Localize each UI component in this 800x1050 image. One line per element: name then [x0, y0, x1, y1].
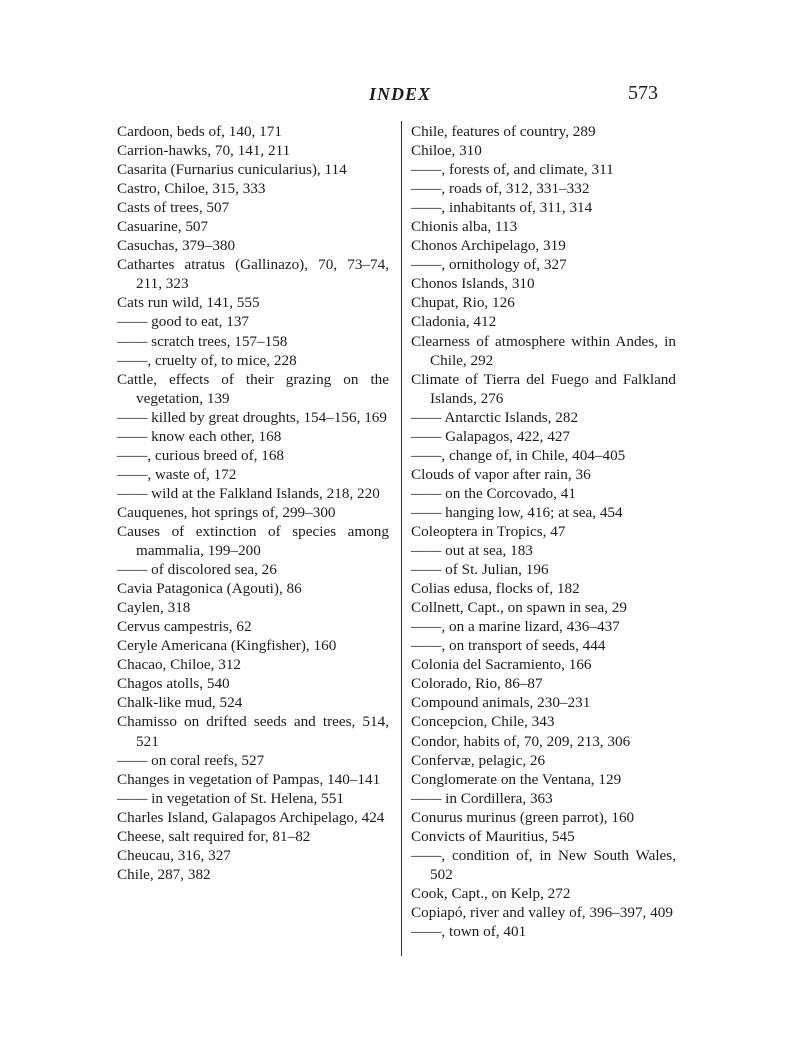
index-entry: Ceryle Americana (Kingfisher), 160: [117, 637, 337, 655]
index-entry: ——, cruelty of, to mice, 228: [117, 351, 297, 369]
index-entry: —— in Cordillera, 363: [411, 789, 553, 807]
index-entry: —— on the Corcovado, 41: [411, 484, 576, 502]
index-entry: Clouds of vapor after rain, 36: [411, 465, 591, 483]
index-entry: —— out at sea, 183: [411, 542, 533, 560]
index-entry: —— scratch trees, 157–158: [117, 332, 288, 350]
index-entry: ——, on a marine lizard, 436–437: [411, 618, 620, 636]
index-entry: Cardoon, beds of, 140, 171: [117, 123, 282, 140]
index-entry: Cathartes atratus (Gallinazo), 70, 73–74, 211, 323: [117, 256, 389, 293]
index-entry: Collnett, Capt., on spawn in sea, 29: [411, 599, 627, 617]
index-entry: ——, forests of, and climate, 311: [411, 161, 614, 179]
index-entry: ——, inhabitants of, 311, 314: [411, 199, 593, 217]
index-entry: ——, condition of, in New South Wales, 502: [411, 846, 676, 883]
index-column-left: [117, 122, 389, 884]
index-entry: ——, on transport of seeds, 444: [411, 637, 606, 655]
index-entry: Cauquenes, hot springs of, 299–300: [117, 503, 336, 521]
index-entry: —— good to eat, 137: [117, 313, 250, 331]
index-entry: Cavia Patagonica (Agouti), 86: [117, 580, 302, 598]
index-entry: Confervæ, pelagic, 26: [411, 751, 546, 769]
index-entry: Chamisso on drifted seeds and trees, 514, 521: [117, 713, 389, 750]
index-entry: Chile, 287, 382: [117, 865, 211, 883]
index-entry: Causes of extinction of species among mammalia, 199–200: [117, 522, 389, 560]
index-entry: ——, waste of, 172: [117, 465, 237, 483]
index-entry: —— hanging low, 416; at sea, 454: [411, 503, 623, 521]
index-entry: Cervus campestris, 62: [117, 618, 252, 636]
index-entry: Chagos atolls, 540: [117, 675, 230, 693]
index-entry: —— killed by great droughts, 154–156, 169: [117, 408, 387, 426]
index-entry: Chonos Islands, 310: [411, 275, 535, 293]
index-entry: Cheucau, 316, 327: [117, 846, 231, 864]
index-entry: Chionis alba, 113: [411, 218, 518, 236]
index-entry: ——, curious breed of, 168: [117, 446, 285, 464]
index-entry: —— Galapagos, 422, 427: [411, 427, 571, 445]
index-entry: Cattle, effects of their grazing on the vegetation, 139: [117, 370, 389, 407]
index-entry: Charles Island, Galapagos Archipelago, 424: [117, 808, 385, 826]
index-entry: —— know each other, 168: [117, 427, 282, 445]
index-entry: Chiloe, 310: [411, 142, 482, 160]
index-entry: Casarita (Furnarius cunicularius), 114: [117, 161, 347, 179]
index-column-right: [411, 122, 676, 941]
index-entry: Carrion-hawks, 70, 141, 211: [117, 142, 291, 160]
index-entry: Caylen, 318: [117, 599, 191, 617]
index-entry: Conurus murinus (green parrot), 160: [411, 808, 635, 826]
index-entry: Concepcion, Chile, 343: [411, 713, 555, 731]
index-entry: —— in vegetation of St. Helena, 551: [117, 789, 344, 807]
index-entry: —— wild at the Falkland Islands, 218, 220: [117, 484, 380, 502]
index-entry: Colonia del Sacramiento, 166: [411, 656, 592, 674]
index-entry: —— of discolored sea, 26: [117, 561, 277, 579]
index-entry: Compound animals, 230–231: [411, 694, 591, 712]
column-divider: [401, 121, 402, 956]
index-entry: Conglomerate on the Ventana, 129: [411, 770, 622, 788]
page-number: 573: [628, 82, 658, 104]
index-entry: Chalk-like mud, 524: [117, 694, 243, 712]
index-entry: Chacao, Chiloe, 312: [117, 656, 242, 674]
index-entry: Casuarine, 507: [117, 218, 209, 236]
index-entry: Condor, habits of, 70, 209, 213, 306: [411, 732, 631, 750]
index-entry: Cladonia, 412: [411, 313, 497, 331]
index-entry: ——, roads of, 312, 331–332: [411, 180, 590, 198]
index-entry: —— Antarctic Islands, 282: [411, 408, 579, 426]
index-entry: Chupat, Rio, 126: [411, 294, 515, 312]
index-entry: Changes in vegetation of Pampas, 140–141: [117, 770, 381, 788]
index-entry: Cook, Capt., on Kelp, 272: [411, 884, 571, 902]
index-entry: —— of St. Julian, 196: [411, 561, 549, 579]
index-entry: Chonos Archipelago, 319: [411, 237, 566, 255]
index-entry: ——, town of, 401: [411, 922, 527, 940]
index-entry: Casts of trees, 507: [117, 199, 230, 217]
index-entry: ——, ornithology of, 327: [411, 256, 567, 274]
index-entry: Colias edusa, flocks of, 182: [411, 580, 580, 598]
index-entry: Cats run wild, 141, 555: [117, 294, 260, 312]
index-entry: Cheese, salt required for, 81–82: [117, 827, 311, 845]
index-entry: Colorado, Rio, 86–87: [411, 675, 543, 693]
index-entry: Chile, features of country, 289: [411, 123, 596, 140]
index-entry: Copiapó, river and valley of, 396–397, 409: [411, 903, 673, 921]
index-entry: Clearness of atmosphere within Andes, in Chile, 292: [411, 332, 676, 369]
index-entry: —— on coral reefs, 527: [117, 751, 265, 769]
index-entry: Castro, Chiloe, 315, 333: [117, 180, 266, 198]
index-entry: Coleoptera in Tropics, 47: [411, 522, 566, 540]
index-entry: ——, change of, in Chile, 404–405: [411, 446, 626, 464]
index-entry: Convicts of Mauritius, 545: [411, 827, 575, 845]
index-entry: Casuchas, 379–380: [117, 237, 236, 255]
running-head-title: INDEX: [368, 84, 431, 104]
index-entry: Climate of Tierra del Fuego and Falkland Islands, 276: [411, 370, 676, 407]
